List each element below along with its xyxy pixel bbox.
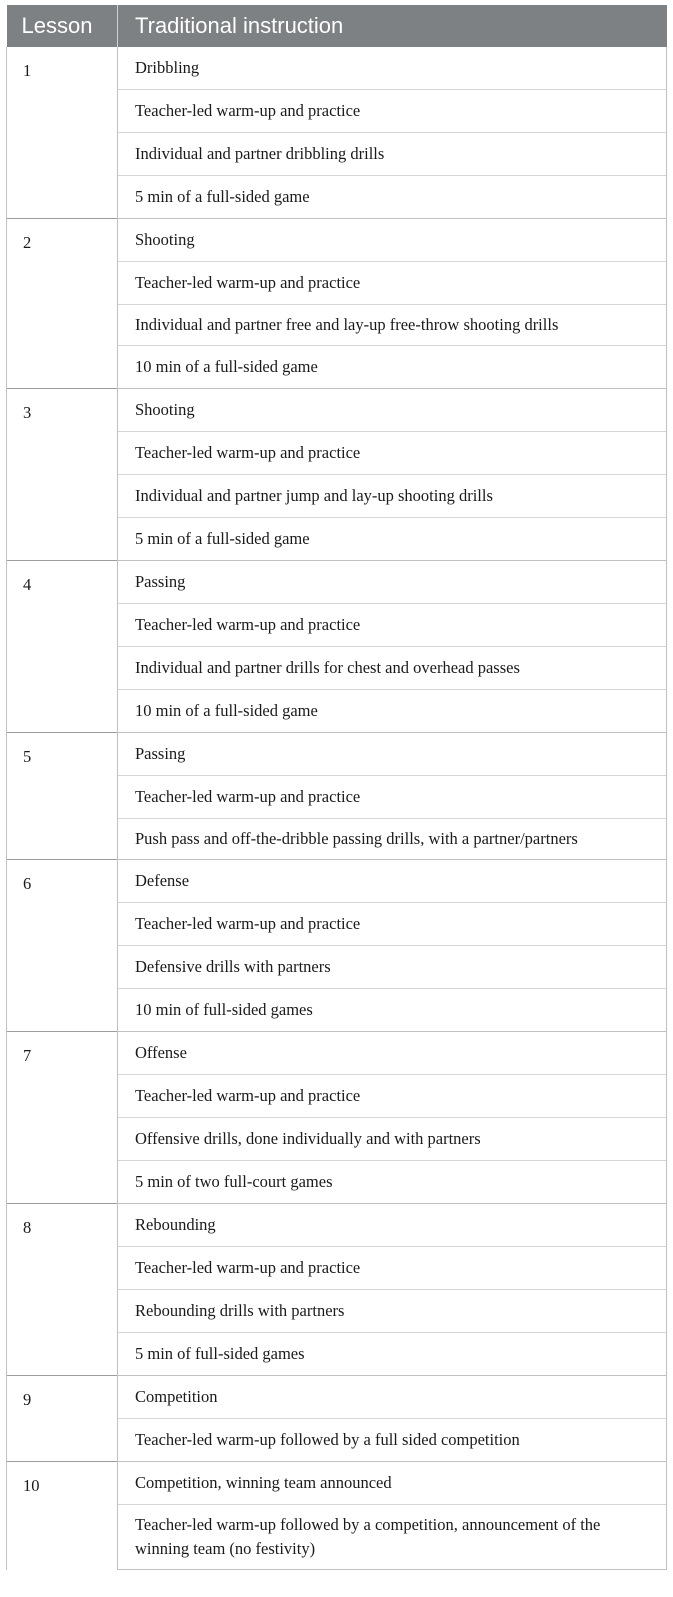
lesson-topic-cell: Defense	[118, 860, 667, 903]
lesson-activity-cell: 5 min of two full-court games	[118, 1161, 667, 1204]
table-row	[7, 219, 667, 262]
lesson-activity-cell: Teacher-led warm-up and practice	[118, 903, 667, 946]
table-row	[7, 1462, 667, 1505]
lesson-topic-cell: Offense	[118, 1032, 667, 1075]
lesson-topic-cell: Competition, winning team announced	[118, 1462, 667, 1505]
lesson-topic-cell: Rebounding	[118, 1204, 667, 1247]
lesson-number-cell: 4	[7, 561, 118, 733]
lesson-activity-cell: Teacher-led warm-up and practice	[118, 604, 667, 647]
lesson-activity-cell: Teacher-led warm-up followed by a full sided competition	[118, 1419, 667, 1462]
lesson-activity-cell: Push pass and off-the-dribble passing drills, with a partner/partners	[118, 819, 667, 860]
table-row	[7, 389, 667, 432]
lesson-activity-cell: Rebounding drills with partners	[118, 1290, 667, 1333]
lesson-activity-cell: Individual and partner dribbling drills	[118, 133, 667, 176]
lesson-table-container	[6, 5, 666, 1570]
lesson-activity-cell: 10 min of a full-sided game	[118, 690, 667, 733]
lesson-activity-cell: 5 min of a full-sided game	[118, 518, 667, 561]
lesson-number-cell: 5	[7, 733, 118, 860]
lesson-topic-cell: Shooting	[118, 389, 667, 432]
lesson-activity-cell: Teacher-led warm-up and practice	[118, 262, 667, 305]
lesson-number-cell: 3	[7, 389, 118, 561]
lesson-activity-cell: Offensive drills, done individually and with partners	[118, 1118, 667, 1161]
lesson-topic-cell: Shooting	[118, 219, 667, 262]
table-row	[7, 860, 667, 903]
lesson-activity-cell: Defensive drills with partners	[118, 946, 667, 989]
lesson-topic-cell: Dribbling	[118, 47, 667, 90]
lesson-number-cell: 6	[7, 860, 118, 1032]
lesson-activity-cell: Individual and partner jump and lay-up shooting drills	[118, 475, 667, 518]
lesson-number-cell: 9	[7, 1376, 118, 1462]
lesson-number-cell: 8	[7, 1204, 118, 1376]
lesson-activity-cell: Individual and partner free and lay-up free-throw shooting drills	[118, 305, 667, 346]
table-row	[7, 561, 667, 604]
lesson-activity-cell: Individual and partner drills for chest and overhead passes	[118, 647, 667, 690]
lesson-activity-cell: 5 min of a full-sided game	[118, 176, 667, 219]
lesson-activity-cell: Teacher-led warm-up followed by a competition, announcement of the winning team (no festivity)	[118, 1505, 667, 1570]
table-row	[7, 733, 667, 776]
lesson-topic-cell: Competition	[118, 1376, 667, 1419]
lesson-activity-cell: Teacher-led warm-up and practice	[118, 432, 667, 475]
lesson-activity-cell: 5 min of full-sided games	[118, 1333, 667, 1376]
table-body	[7, 47, 667, 1570]
lesson-number-cell: 1	[7, 47, 118, 219]
lesson-activity-cell: 10 min of full-sided games	[118, 989, 667, 1032]
lesson-number-cell: 10	[7, 1462, 118, 1570]
lesson-activity-cell: Teacher-led warm-up and practice	[118, 776, 667, 819]
table-row	[7, 1376, 667, 1419]
table-header-row	[7, 5, 667, 47]
header-traditional-instruction: Traditional instruction	[118, 5, 667, 47]
lesson-activity-cell: Teacher-led warm-up and practice	[118, 1075, 667, 1118]
lesson-topic-cell: Passing	[118, 561, 667, 604]
lesson-number-cell: 2	[7, 219, 118, 389]
table-row	[7, 47, 667, 90]
lesson-activity-cell: Teacher-led warm-up and practice	[118, 1247, 667, 1290]
lesson-table	[6, 5, 667, 1570]
lesson-activity-cell: 10 min of a full-sided game	[118, 346, 667, 389]
lesson-topic-cell: Passing	[118, 733, 667, 776]
table-row	[7, 1032, 667, 1075]
lesson-number-cell: 7	[7, 1032, 118, 1204]
header-lesson: Lesson	[7, 5, 118, 47]
lesson-activity-cell: Teacher-led warm-up and practice	[118, 90, 667, 133]
table-row	[7, 1204, 667, 1247]
